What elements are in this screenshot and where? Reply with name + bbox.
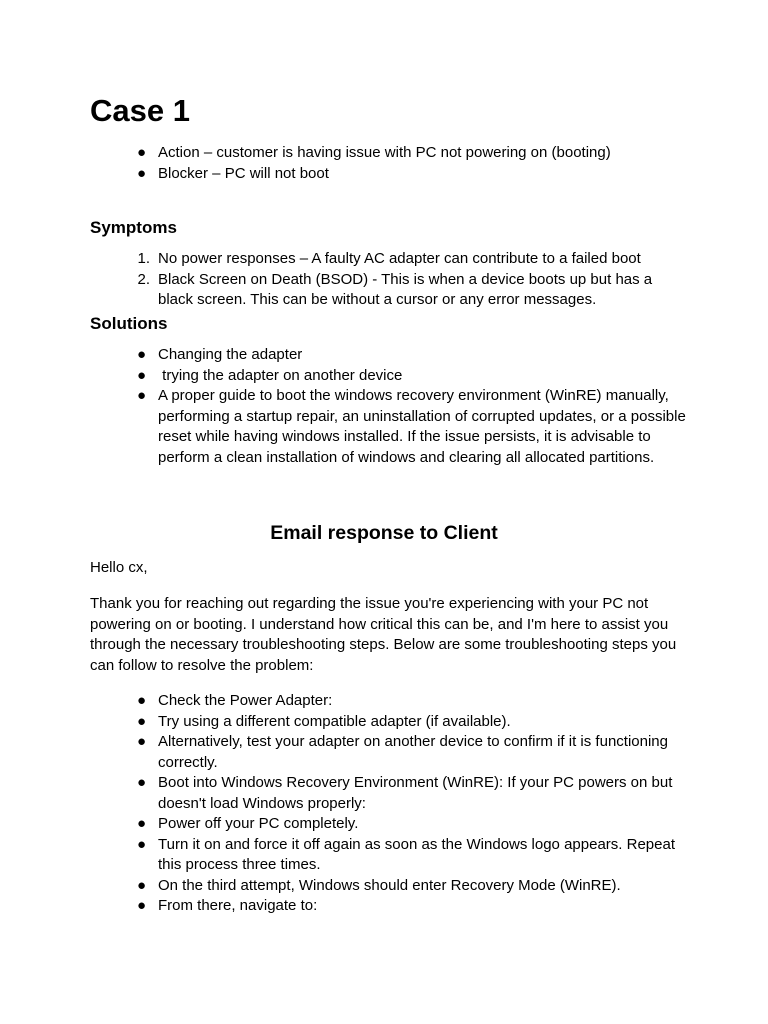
solutions-heading: Solutions — [90, 314, 168, 333]
list-item: ● Power off your PC completely. — [0, 814, 688, 835]
bullet-icon: ● — [137, 835, 147, 853]
bullet-icon: ● — [137, 366, 147, 384]
list-item: ● Check the Power Adapter: — [0, 691, 688, 712]
email-heading: Email response to Client — [270, 522, 498, 544]
document-title: Case 1 — [90, 93, 190, 128]
bullet-icon: ● — [137, 164, 147, 182]
bullet-icon: ● — [137, 692, 147, 709]
bullet-icon: ● — [137, 346, 147, 363]
list-item: ● Try using a different compatible adapter (if available). — [0, 712, 688, 733]
list-number: 1. — [137, 250, 150, 267]
list-item: 1. No power responses – A faulty AC adapter can contribute to a failed boot — [0, 249, 688, 270]
list-item: ● trying the adapter on another device — [0, 366, 688, 387]
bullet-icon: ● — [137, 712, 147, 730]
email-steps-list — [0, 691, 688, 917]
list-item: 2. Black Screen on Death (BSOD) - This is when a device boots up but has a black screen. This can be without a cursor or any error messages. — [0, 270, 688, 311]
case-list — [0, 143, 688, 184]
email-intro: Thank you for reaching out regarding the issue you're experiencing with your PC not powering on or booting. I understand how critical this can be, and I'm here to assist you through the necessary troubleshooting steps. Below are some troubleshooting steps you can follow to resolve the problem: — [90, 595, 677, 674]
list-item: ● Boot into Windows Recovery Environment (WinRE): If your PC powers on but doesn't load Windows properly: — [137, 774, 673, 812]
solutions-list — [0, 345, 688, 468]
symptoms-heading: Symptoms — [90, 218, 177, 237]
list-item: ● A proper guide to boot the windows recovery environment (WinRE) manually, performing a startup repair, an uninstallation of corrupted updates, or a possible reset while having windows installed. If the issue persists, it is advisable to perform a clean installation of windows and clearing all allocated partitions. — [137, 387, 686, 466]
bullet-icon: ● — [137, 897, 147, 914]
bullet-icon: ● — [137, 144, 147, 161]
list-item: ● Turn it on and force it off again as soon as the Windows logo appears. Repeat this process three times. — [137, 835, 675, 873]
symptoms-list — [0, 249, 688, 311]
list-item: ● On the third attempt, Windows should enter Recovery Mode (WinRE). — [0, 876, 688, 897]
list-number: 2. — [137, 270, 150, 288]
bullet-icon: ● — [137, 774, 147, 791]
list-item: ● Changing the adapter — [0, 345, 688, 366]
bullet-icon: ● — [137, 387, 147, 404]
bullet-icon: ● — [137, 876, 147, 894]
bullet-icon: ● — [137, 815, 147, 832]
list-item: ● Alternatively, test your adapter on another device to confirm if it is functioning correctly. — [137, 733, 668, 771]
bullet-icon: ● — [137, 733, 147, 750]
list-item: ● From there, navigate to: — [0, 896, 688, 917]
list-item: ● Blocker – PC will not boot — [0, 164, 688, 185]
email-greeting: Hello cx, — [90, 559, 148, 576]
list-item: ● Action – customer is having issue with PC not powering on (booting) — [0, 143, 688, 164]
